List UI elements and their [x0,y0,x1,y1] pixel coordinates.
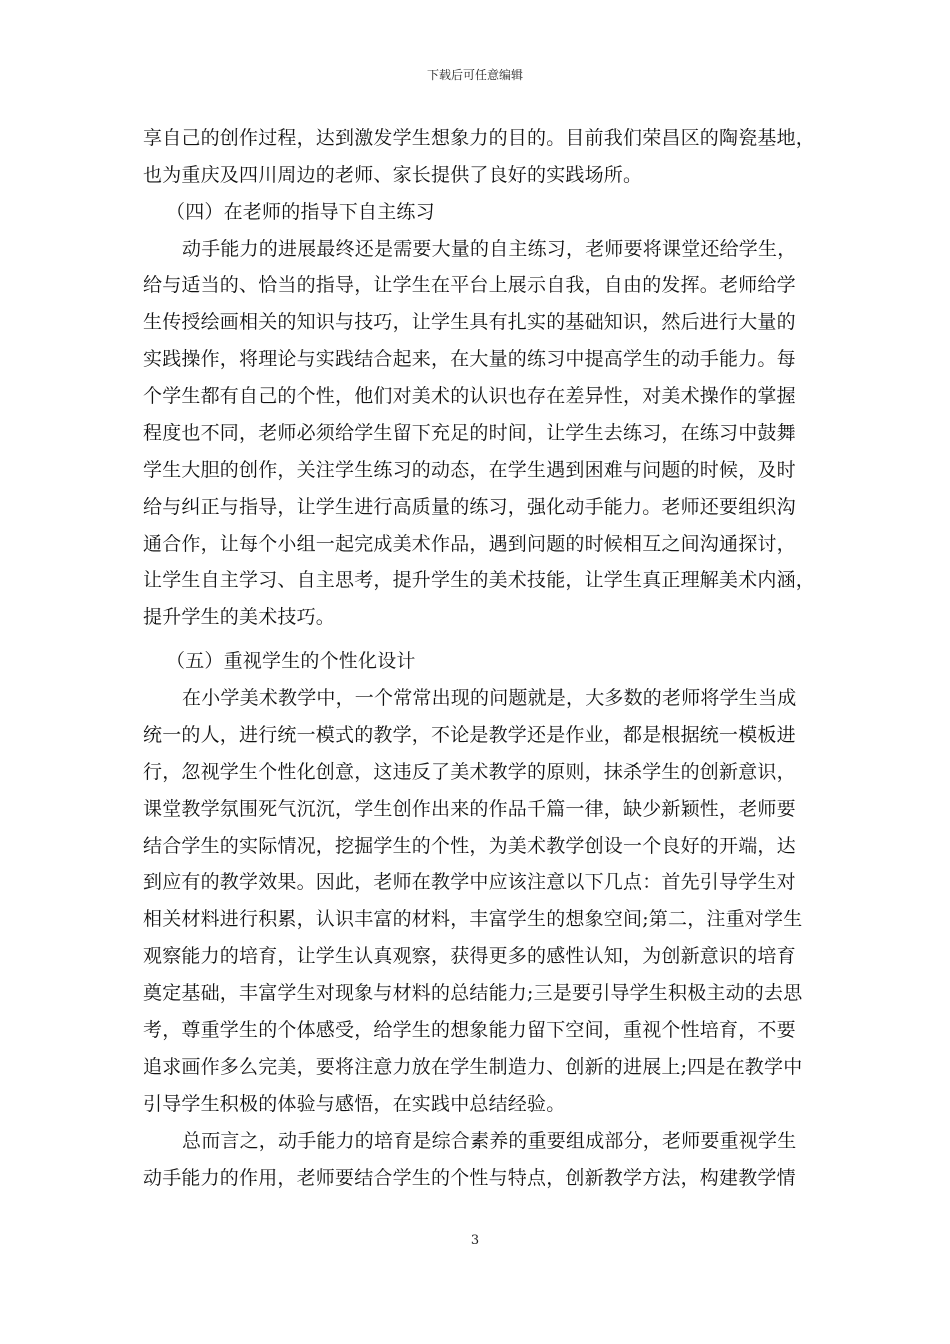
text-line: 观察能力的培育，让学生认真观察，获得更多的感性认知，为创新意识的培育 [143,945,796,967]
text-line: 行，忽视学生个性化创意，这违反了美术教学的原则，抹杀学生的创新意识， [143,761,796,783]
text-line: 个学生都有自己的个性，他们对美术的认识也存在差异性，对美术操作的掌握 [143,385,796,407]
text-line: 也为重庆及四川周边的老师、家长提供了良好的实践场所。 [143,164,643,186]
page-header-note: 下载后可任意编辑 [426,68,523,82]
text-line: 动手能力的作用，老师要结合学生的个性与特点，创新教学方法，构建教学情 [143,1167,796,1189]
text-line: 给与纠正与指导，让学生进行高质量的练习，强化动手能力。老师还要组织沟 [143,496,796,518]
text-line: 考，尊重学生的个体感受，给学生的想象能力留下空间，重视个性培育，不要 [143,1019,796,1041]
text-line: 通合作，让每个小组一起完成美术作品，遇到问题的时候相互之间沟通探讨， [143,533,796,555]
text-line: 引导学生积极的体验与感悟，在实践中总结经验。 [143,1093,566,1115]
text-line: 追求画作多么完美，要将注意力放在学生制造力、创新的进展上;四是在教学中 [143,1056,803,1078]
text-line: 奠定基础，丰富学生对现象与材料的总结能力;三是要引导学生积极主动的去思 [143,982,803,1004]
section-heading: （四）在老师的指导下自主练习 [166,201,435,223]
text-line: 学生大胆的创作，关注学生练习的动态，在学生遇到困难与问题的时候，及时 [143,459,796,481]
text-line: 实践操作，将理论与实践结合起来，在大量的练习中提高学生的动手能力。每 [143,348,796,370]
section-heading: （五）重视学生的个性化设计 [166,650,416,672]
page-number: 3 [470,1233,480,1248]
text-line: 总而言之，动手能力的培育是综合素养的重要组成部分，老师要重视学生 [182,1130,797,1152]
text-line: 程度也不同，老师必须给学生留下充足的时间，让学生去练习，在练习中鼓舞 [143,422,796,444]
text-line: 相关材料进行积累，认识丰富的材料，丰富学生的想象空间;第二，注重对学生 [143,908,803,930]
text-line: 课堂教学氛围死气沉沉，学生创作出来的作品千篇一律，缺少新颖性，老师要 [143,798,796,820]
text-line: 提升学生的美术技巧。 [143,606,336,628]
text-line: 统一的人，进行统一模式的教学，不论是教学还是作业，都是根据统一模板进 [143,724,796,746]
text-line: 生传授绘画相关的知识与技巧，让学生具有扎实的基础知识，然后进行大量的 [143,311,796,333]
text-line: 到应有的教学效果。因此，老师在教学中应该注意以下几点：首先引导学生对 [143,871,796,893]
text-line: 结合学生的实际情况，挖掘学生的个性，为美术教学创设一个良好的开端，达 [143,835,796,857]
text-line: 动手能力的进展最终还是需要大量的自主练习，老师要将课堂还给学生， [182,238,797,260]
text-line: 给与适当的、恰当的指导，让学生在平台上展示自我，自由的发挥。老师给学 [143,274,796,296]
text-line: 在小学美术教学中，一个常常出现的问题就是，大多数的老师将学生当成 [182,687,797,709]
text-line: 让学生自主学习、自主思考，提升学生的美术技能，让学生真正理解美术内涵， [143,569,816,591]
text-line: 享自己的创作过程，达到激发学生想象力的目的。目前我们荣昌区的陶瓷基地， [143,127,816,149]
